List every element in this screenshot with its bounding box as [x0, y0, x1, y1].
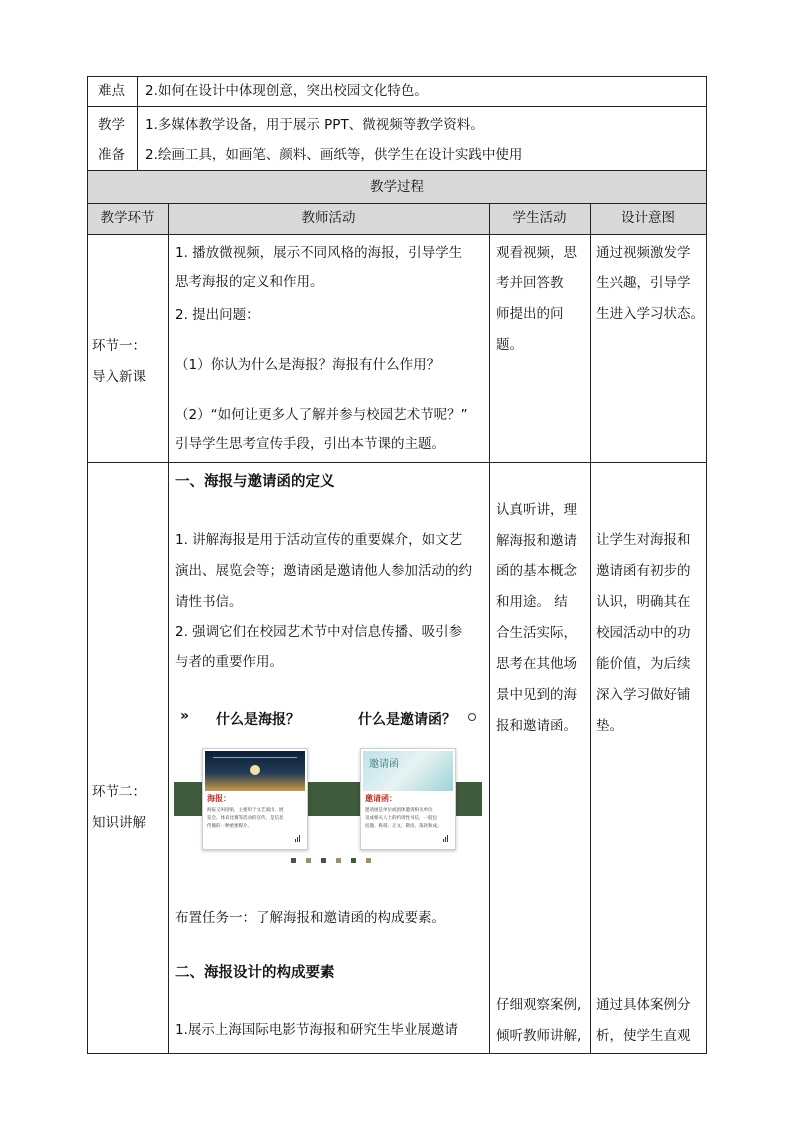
- section1-student-line: 观看视频，思: [496, 245, 577, 261]
- section2-student-line: 解海报和邀请: [496, 533, 577, 549]
- decor-square: [321, 858, 326, 863]
- section2-intent-2-line: 析，使学生直观: [596, 1028, 691, 1044]
- section2-teacher-2: 1.展示上海国际电影节海报和研究生毕业展邀请: [175, 1022, 458, 1038]
- poster-desc-line: 传播的一种重要媒介。: [207, 824, 252, 829]
- section1-teacher-line: 引导学生思考宣传手段，引出本节课的主题。: [175, 436, 445, 452]
- section1-name-2: 导入新课: [92, 369, 146, 385]
- table-line: [706, 76, 707, 1054]
- decor-square: [336, 858, 341, 863]
- invite-label: 邀请函：: [365, 794, 397, 803]
- section2-student-line: 和用途。 结: [496, 594, 568, 610]
- section2-task: 布置任务一：了解海报和邀请函的构成要素。: [175, 910, 445, 926]
- decor-square: [306, 858, 311, 863]
- section2-intent-line: 垫。: [596, 718, 623, 734]
- decor-square: [351, 858, 356, 863]
- invite-image: [363, 751, 453, 791]
- invite-desc-line: 及或相关人士的约请性书信，一般包: [365, 816, 437, 821]
- table-line: [168, 203, 169, 1054]
- table-line: [87, 203, 707, 204]
- section2-intent-line: 能价值，为后续: [596, 656, 691, 672]
- section2-heading-2: 二、海报设计的构成要素: [175, 965, 335, 981]
- slide-illustration: [174, 700, 482, 870]
- poster-desc-line: 海报又叫招贴，主要用于文艺演出、展: [207, 808, 284, 813]
- section2-intent-line: 校园活动中的功: [596, 625, 691, 641]
- section1-teacher-line: 思考海报的定义和作用。: [175, 274, 324, 290]
- section1-teacher-line: 2. 提出问题：: [175, 307, 260, 323]
- poster-card: [202, 748, 308, 850]
- invite-desc-line: 括题、称谓、正文、敬语、落款和成。: [365, 824, 442, 829]
- table-line: [590, 203, 591, 1054]
- decor-square: [291, 858, 296, 863]
- signal-icon: [295, 839, 296, 842]
- table-line: [87, 462, 707, 463]
- table-line: [87, 234, 707, 235]
- invite-desc-line: 邀请函是单位或团体邀请相关单位: [365, 808, 433, 813]
- slide-right-title: 什么是邀请函？: [358, 712, 456, 728]
- section2-student-line: 景中见到的海: [496, 687, 577, 703]
- section2-heading-1: 一、海报与邀请函的定义: [175, 474, 335, 490]
- section2-student-line: 报和邀请函。: [496, 718, 577, 734]
- section1-intent-line: 通过视频激发学: [596, 245, 691, 261]
- section2-intent-line: 深入学习做好铺: [596, 687, 691, 703]
- section1-teacher-line: （2）“如何让更多人了解并参与校园艺术节呢？”: [175, 407, 468, 423]
- section1-intent-line: 生进入学习状态。: [596, 306, 704, 322]
- section2-student-2-line: 仔细观察案例,: [496, 997, 582, 1013]
- section2-name-1: 环节二：: [92, 784, 146, 800]
- section1-teacher-line: （1）你认为什么是海报？海报有什么作用？: [175, 357, 441, 373]
- section1-student-line: 考并回答教: [496, 275, 564, 291]
- section2-student-line: 认真听讲，理: [496, 502, 577, 518]
- slide-chevron: »: [180, 708, 190, 724]
- table-line: [87, 1053, 707, 1054]
- signal-icon: [443, 839, 444, 842]
- section2-student-line: 思考在其他场: [496, 656, 577, 672]
- header-student: 学生活动: [512, 210, 567, 226]
- section1-teacher-line: 1. 播放微视频，展示不同风格的海报，引导学生: [175, 245, 463, 261]
- section1-name-1: 环节一：: [92, 338, 146, 354]
- section1-student-line: 师提出的问: [496, 306, 564, 322]
- section2-teacher-line: 2. 强调它们在校园艺术节中对信息传播、吸引参: [175, 624, 463, 640]
- section2-name-2: 知识讲解: [92, 815, 146, 831]
- section1-intent-line: 生兴趣，引导学: [596, 275, 691, 291]
- section2-student-line: 合生活实际，: [496, 625, 577, 641]
- section1-student-line: 题。: [496, 337, 523, 353]
- section2-intent-line: 认识，明确其在: [596, 594, 691, 610]
- table-line: [87, 76, 707, 77]
- invite-card: [360, 748, 456, 850]
- section2-teacher-line: 演出、展览会等；邀请函是邀请他人参加活动的约: [175, 563, 472, 579]
- header-stage: 教学环节: [100, 210, 155, 226]
- search-icon: [468, 713, 476, 721]
- section2-intent-2-line: 通过具体案例分: [596, 997, 691, 1013]
- section2-student-line: 函的基本概念: [496, 563, 577, 579]
- poster-image: [205, 751, 305, 791]
- section2-teacher-line: 与者的重要作用。: [175, 654, 283, 670]
- table-line: [87, 170, 707, 171]
- section2-student-2-line: 倾听教师讲解,: [496, 1028, 582, 1044]
- section2-teacher-line: 请性书信。: [175, 594, 243, 610]
- poster-label: 海报：: [207, 794, 231, 803]
- table-line: [489, 203, 490, 1054]
- header-intent: 设计意图: [621, 210, 675, 226]
- invite-image-title: 邀请函: [369, 759, 399, 770]
- header-teacher: 教师活动: [301, 210, 356, 226]
- difficulty-label: 难点: [98, 83, 125, 99]
- difficulty-text: 2.如何在设计中体现创意，突出校园文化特色。: [145, 83, 428, 99]
- table-line: [87, 106, 707, 107]
- prep-label-1: 教学: [98, 117, 125, 133]
- decor-square: [366, 858, 371, 863]
- prep-label-2: 准备: [98, 147, 125, 163]
- section2-intent-line: 让学生对海报和: [596, 532, 691, 548]
- section2-teacher-line: 1. 讲解海报是用于活动宣传的重要媒介，如文艺: [175, 532, 463, 548]
- table-line: [137, 76, 138, 170]
- poster-desc-line: 览会、体育比赛等活动的宣传，是信息: [207, 816, 284, 821]
- prep-line-2: 2.绘画工具，如画笔、颜料、画纸等，供学生在设计实践中使用: [145, 147, 523, 163]
- slide-left-title: 什么是海报？: [216, 712, 300, 728]
- prep-line-1: 1.多媒体教学设备，用于展示 PPT、微视频等教学资料。: [145, 117, 484, 133]
- section2-intent-line: 邀请函有初步的: [596, 563, 691, 579]
- process-title: 教学过程: [370, 179, 424, 195]
